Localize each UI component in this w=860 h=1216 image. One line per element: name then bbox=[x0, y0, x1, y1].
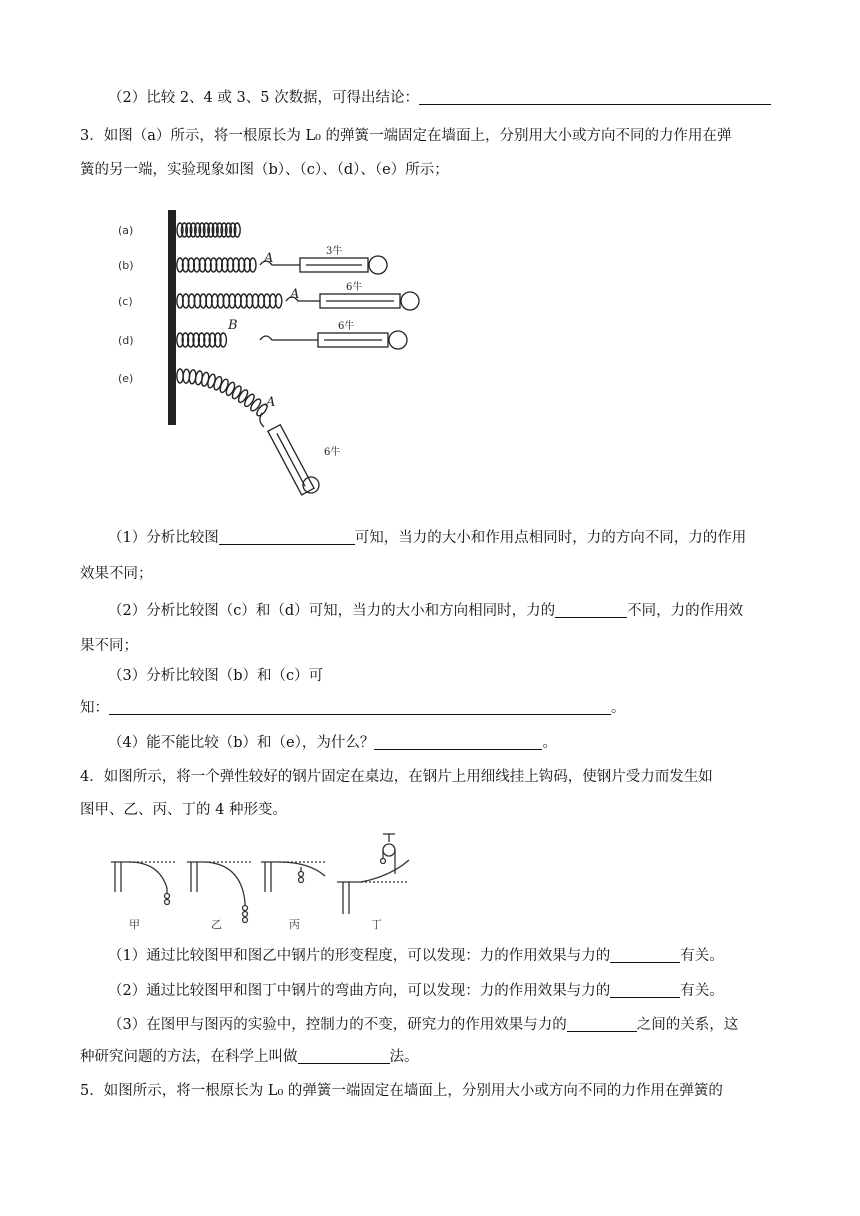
row-label-c: (c) bbox=[118, 295, 133, 308]
spring-d bbox=[177, 333, 227, 347]
point-b-label: B bbox=[228, 318, 238, 333]
answer-blank[interactable] bbox=[109, 698, 611, 715]
q4-part3-text: 种研究问题的方法，在科学上叫做 bbox=[80, 1049, 298, 1065]
point-a-label: A bbox=[264, 251, 274, 266]
caption-jia: 甲 bbox=[129, 918, 140, 931]
force-label: 6牛 bbox=[338, 321, 355, 332]
row-label-e: (e) bbox=[118, 372, 134, 385]
caption-ding: 丁 bbox=[371, 918, 382, 931]
spring-e bbox=[177, 369, 269, 417]
answer-blank[interactable] bbox=[567, 1015, 637, 1032]
point-a-label: A bbox=[266, 395, 276, 410]
q4-part3-text-cont: 之间的关系，这 bbox=[636, 1017, 739, 1033]
answer-blank[interactable] bbox=[298, 1047, 390, 1064]
point-a-label: A bbox=[290, 287, 300, 302]
spring-scale-e bbox=[260, 413, 319, 495]
q3-part3-line: （3）分析比较图（b）和（c）可 bbox=[108, 668, 324, 684]
q3-part4-line bbox=[108, 733, 557, 753]
q5-stem-line1: 5．如图所示，将一根原长为 L₀ 的弹簧一端固定在墙面上，分别用大小或方向不同的力作用在弹簧的 bbox=[80, 1083, 723, 1099]
q3-part4-text: （4）能不能比较（b）和（e），为什么？ bbox=[108, 735, 375, 751]
q2-part2-text: （2）比较 2、4 或 3、5 次数据，可得出结论： bbox=[108, 90, 420, 106]
spring-b bbox=[177, 258, 256, 272]
spring-scale-c bbox=[286, 292, 419, 310]
spring-c bbox=[177, 294, 282, 308]
q4-part1-line bbox=[108, 946, 724, 966]
force-label: 6牛 bbox=[324, 447, 341, 458]
caption-yi: 乙 bbox=[211, 918, 222, 931]
q4-stem-line1: 4．如图所示，将一个弹性较好的钢片固定在桌边，在钢片上用细线挂上钩码，使钢片受力而发生如 bbox=[80, 769, 713, 785]
answer-blank[interactable] bbox=[610, 946, 680, 963]
strip-jia bbox=[111, 862, 175, 905]
q4-part2-line bbox=[108, 981, 724, 1001]
answer-blank[interactable] bbox=[555, 601, 627, 618]
q3-part2-line bbox=[108, 601, 743, 621]
spring-a bbox=[177, 223, 240, 237]
q4-part3-line bbox=[108, 1015, 738, 1035]
spring-coil bbox=[249, 397, 263, 412]
q4-part2-text: （2）通过比较图甲和图丁中钢片的弯曲方向，可以发现：力的作用效果与力的 bbox=[108, 983, 611, 999]
q4-part1-text-cont: 有关。 bbox=[680, 948, 724, 964]
q3-part2-line2: 果不同； bbox=[80, 638, 138, 654]
q4-part3-text: （3）在图甲与图丙的实验中，控制力的不变，研究力的作用效果与力的 bbox=[108, 1017, 567, 1033]
row-label-a: (a) bbox=[118, 224, 134, 237]
answer-blank[interactable] bbox=[419, 88, 771, 105]
spring-coil bbox=[177, 369, 183, 383]
spring-figure bbox=[110, 200, 430, 500]
q3-part2-text: （2）分析比较图（c）和（d）可知，当力的大小和方向相同时，力的 bbox=[108, 603, 556, 619]
caption-bing: 丙 bbox=[289, 918, 300, 931]
q3-stem-line1: 3．如图（a）所示，将一根原长为 L₀ 的弹簧一端固定在墙面上，分别用大小或方向不同的力作用在弹 bbox=[80, 128, 732, 144]
row-label-b: (b) bbox=[118, 259, 134, 272]
q4-part2-text-cont: 有关。 bbox=[680, 983, 724, 999]
answer-blank[interactable] bbox=[219, 528, 355, 545]
q3-part3-line2 bbox=[80, 698, 626, 718]
spring-scale-b bbox=[260, 256, 387, 274]
q4-part3-line2 bbox=[80, 1047, 419, 1067]
q3-part2-text-cont: 不同，力的作用效 bbox=[627, 603, 744, 619]
q3-part1-text-cont: 可知，当力的大小和作用点相同时，力的方向不同，力的作用 bbox=[354, 530, 747, 546]
spring-scale-d bbox=[260, 331, 407, 349]
steel-strip-figure bbox=[105, 832, 425, 932]
q4-part1-text: （1）通过比较图甲和图乙中钢片的形变程度，可以发现：力的作用效果与力的 bbox=[108, 948, 611, 964]
force-label: 6牛 bbox=[346, 282, 363, 293]
q4-stem-line2: 图甲、乙、丙、丁的 4 种形变。 bbox=[80, 802, 287, 818]
row-label-d: (d) bbox=[118, 334, 134, 347]
q3-stem-line2: 簧的另一端，实验现象如图（b）、（c）、（d）、（e）所示； bbox=[80, 162, 449, 178]
answer-blank[interactable] bbox=[374, 733, 542, 750]
strip-ding bbox=[337, 834, 409, 914]
answer-blank[interactable] bbox=[610, 981, 680, 998]
q3-part1-line2: 效果不同； bbox=[80, 566, 153, 582]
wall-bar bbox=[168, 210, 176, 425]
period: 。 bbox=[542, 735, 557, 751]
period: 。 bbox=[611, 700, 626, 716]
q3-part1-line bbox=[108, 528, 746, 548]
q4-part3-text-end: 法。 bbox=[389, 1049, 419, 1065]
strip-yi bbox=[187, 862, 251, 923]
strip-bing bbox=[261, 862, 325, 892]
q3-part3-text: 知： bbox=[80, 700, 109, 716]
q2-conclusion-line bbox=[108, 88, 771, 108]
q3-part1-text: （1）分析比较图 bbox=[108, 530, 219, 546]
force-label: 3牛 bbox=[326, 246, 343, 257]
